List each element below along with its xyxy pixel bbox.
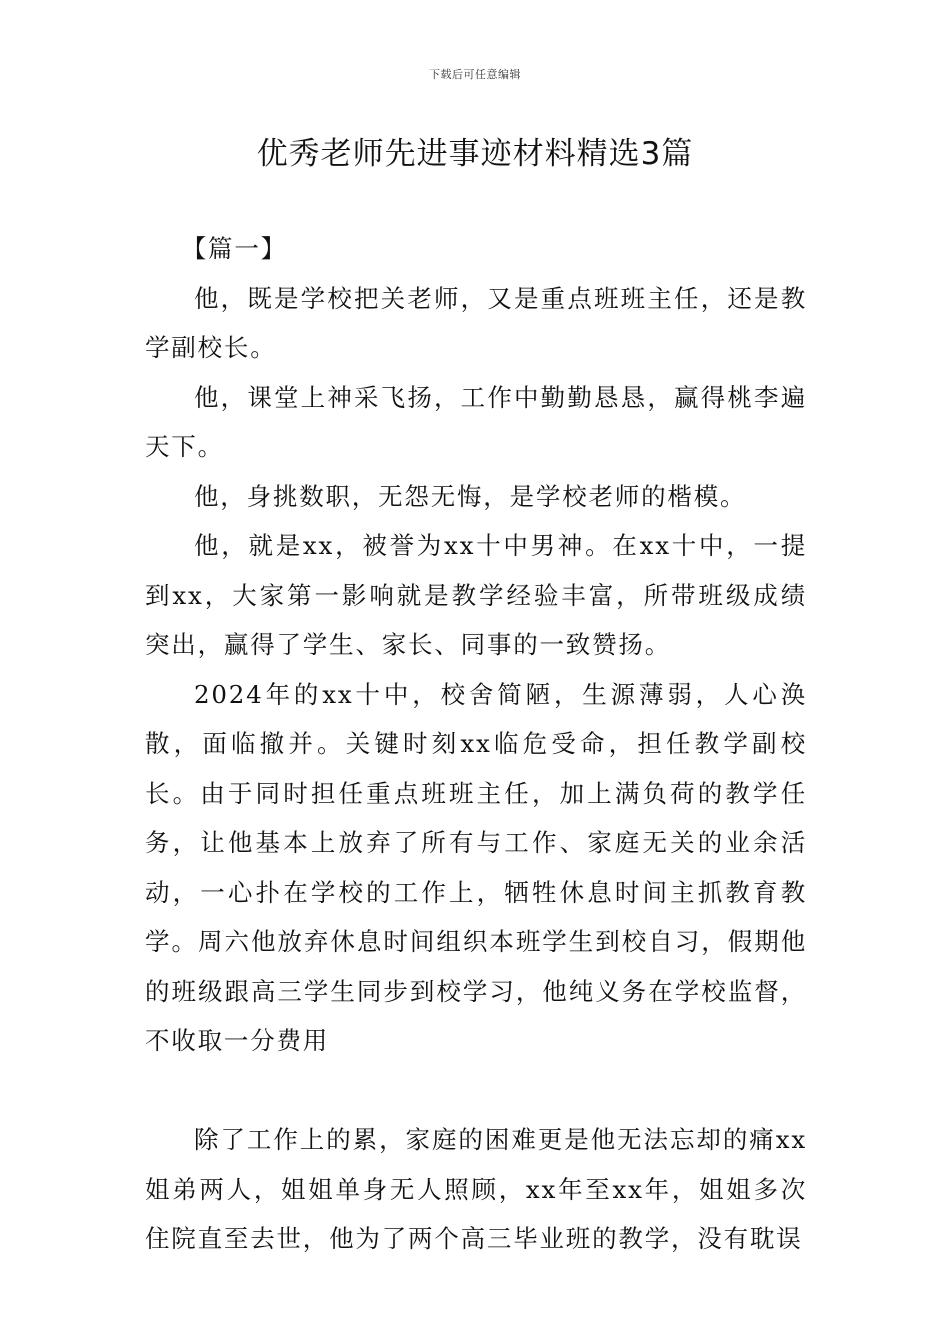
paragraph: 他，课堂上神采飞扬，工作中勤勤恳恳，赢得桃李遍天下。 bbox=[145, 382, 807, 461]
page-title: 优秀老师先进事迹材料精选3篇 bbox=[256, 136, 694, 172]
document-body bbox=[145, 224, 807, 1264]
section-label: 【篇一】 bbox=[181, 234, 287, 263]
paragraph: 2024年的xx十中，校舍简陋，生源薄弱，人心涣散，面临撤并。关键时刻xx临危受命，担任教学副校长。由于同时担任重点班班主任，加上满负荷的教学任务，让他基本上放弃了所有与工作、家庭无关的业余活动，一心扑在学校的工作上，牺牲休息时间主抓教育教学。周六他放弃休息时间组织本班学生到校自习，假期他的班级跟高三学生同步到校学习，他纯义务在学校监督，不收取一分费用 bbox=[145, 679, 807, 1055]
paragraph: 他，身挑数职，无怨无悔，是学校老师的楷模。 bbox=[194, 481, 747, 511]
paragraph: 他，就是xx，被誉为xx十中男神。在xx十中，一提到xx，大家第一影响就是教学经验丰富，所带班级成绩突出，赢得了学生、家长、同事的一致赞扬。 bbox=[145, 531, 807, 659]
paragraph: 除了工作上的累，家庭的困难更是他无法忘却的痛xx姐弟两人，姐姐单身无人照顾，xx年至xx年，姐姐多次住院直至去世，他为了两个高三毕业班的教学，没有耽误 bbox=[145, 1125, 807, 1253]
download-note: 下载后可任意编辑 bbox=[429, 68, 521, 81]
paragraph: 他，既是学校把关老师，又是重点班班主任，还是教学副校长。 bbox=[145, 283, 807, 362]
paragraph-gap bbox=[145, 1066, 807, 1116]
